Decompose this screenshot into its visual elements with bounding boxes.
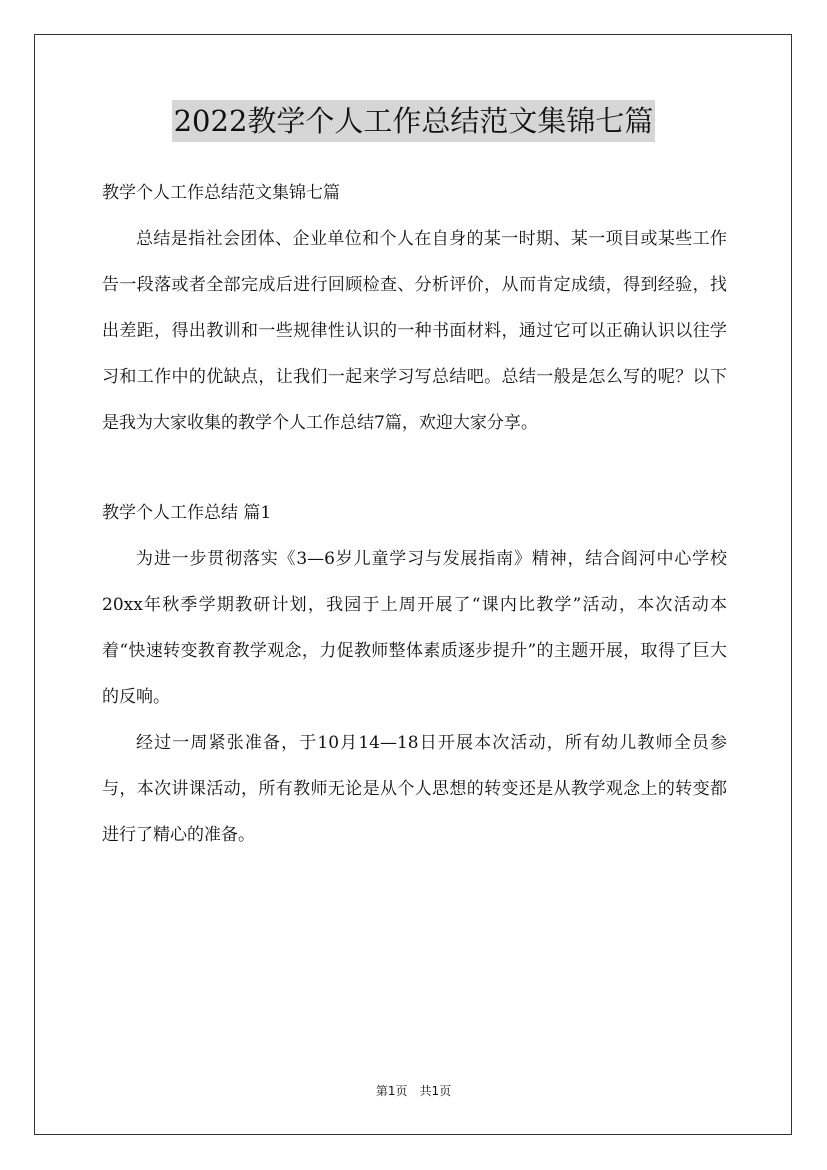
document-subtitle: 教学个人工作总结范文集锦七篇 <box>102 183 340 203</box>
page-number-footer: 第1页 共1页 <box>375 1084 452 1098</box>
title-container <box>0 100 827 142</box>
document-title: 2022教学个人工作总结范文集锦七篇 <box>172 100 656 142</box>
section-spacer <box>102 446 727 490</box>
document-body <box>102 170 727 858</box>
section-paragraph-2: 经过一周紧张准备，于10月14—18日开展本次活动，所有幼儿教师全员参与，本次讲课活动，所有教师无论是从个人思想的转变还是从教学观念上的转变都进行了精心的准备。 <box>102 733 727 845</box>
section-heading: 教学个人工作总结 篇1 <box>102 503 272 523</box>
section-paragraph-1: 为进一步贯彻落实《3—6岁儿童学习与发展指南》精神，结合阎河中心学校20xx年秋季学期教研计划，我园于上周开展了“课内比教学”活动，本次活动本着“快速转变教育教学观念，力促教师整体素质逐步提升”的主题开展，取得了巨大的反响。 <box>102 549 727 707</box>
intro-paragraph: 总结是指社会团体、企业单位和个人在自身的某一时期、某一项目或某些工作告一段落或者全部完成后进行回顾检查、分析评价，从而肯定成绩，得到经验，找出差距，得出教训和一些规律性认识的一种书面材料，通过它可以正确认识以往学习和工作中的优缺点，让我们一起来学习写总结吧。总结一般是怎么写的呢？以下是我为大家收集的教学个人工作总结7篇，欢迎大家分享。 <box>102 229 727 433</box>
